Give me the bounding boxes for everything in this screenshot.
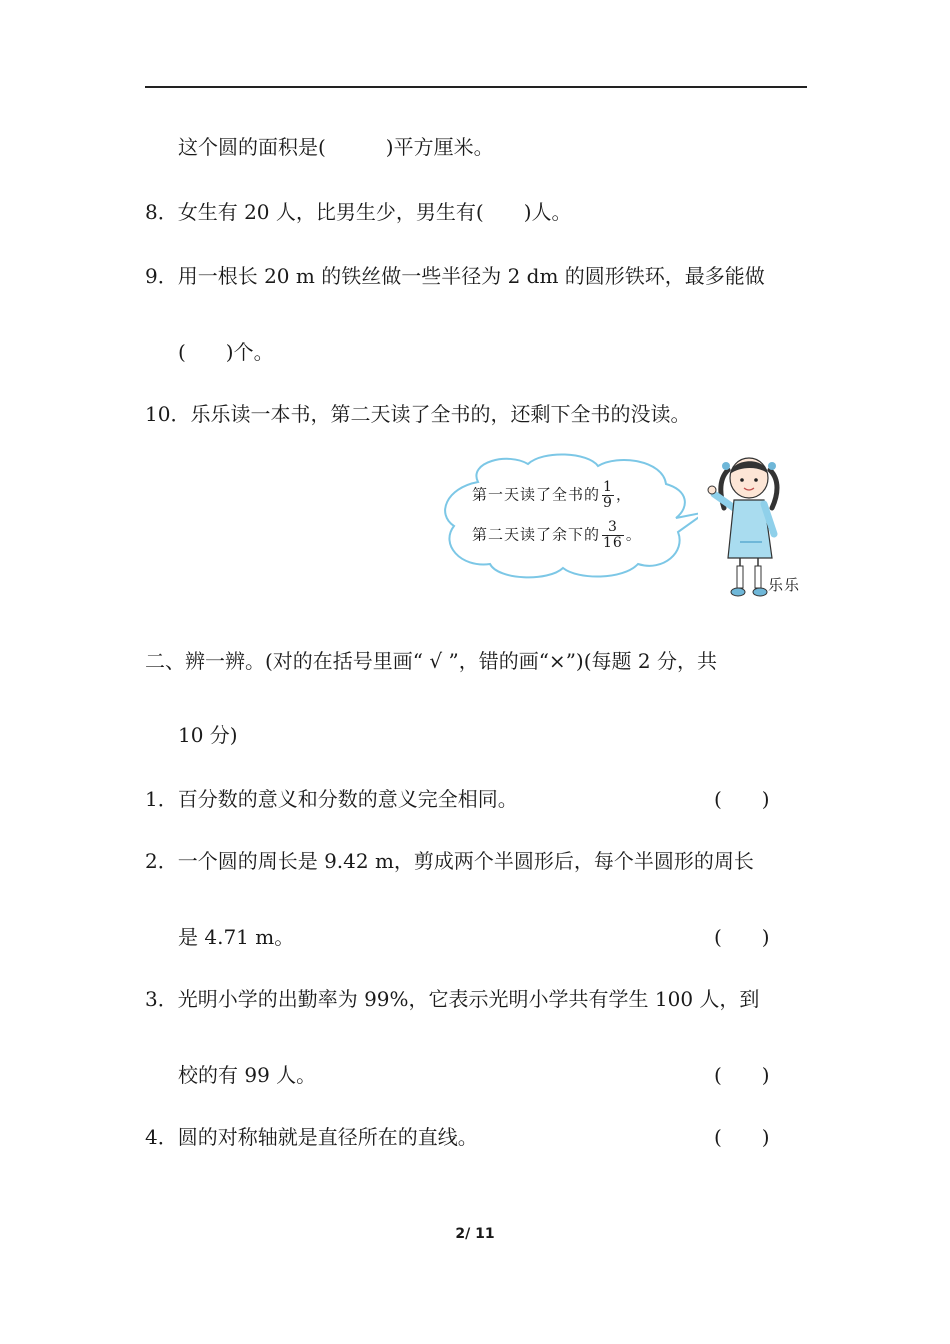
page-number: 2/ 11 [455,1226,495,1242]
section-2-heading-line1: 二、辨一辨。(对的在括号里画“ √ ”，错的画“×”)(每题 2 分，共 [145,649,717,673]
bubble-line-2: 第二天读了余下的 $\frac{3}{16}$ 。 [472,519,642,551]
header-rule [145,86,807,88]
judge-item-2-line2: 是 4.71 m。 [178,925,295,949]
judge-item-3-line1: 3．光明小学的出勤率为 99%，它表示光明小学共有学生 100 人，到 [145,987,760,1011]
fraction-three-sixteenths: $\frac{3}{16}$ [603,519,623,551]
question-9-line2: ( )个。 [178,340,274,364]
question-10: 10．乐乐读一本书，第二天读了全书的，还剩下全书的没读。 [145,402,691,426]
judge-item-2-line1: 2．一个圆的周长是 9.42 m，剪成两个半圆形后，每个半圆形的周长 [145,849,754,873]
judge-item-4: 4．圆的对称轴就是直径所在的直线。 [145,1125,478,1149]
speech-bubble [438,452,698,582]
answer-paren-4[interactable]: ( ) [714,1125,770,1149]
question-9-line1: 9．用一根长 20 m 的铁丝做一些半径为 2 dm 的圆形铁环，最多能做 [145,264,765,288]
judge-item-1: 1．百分数的意义和分数的意义完全相同。 [145,787,518,811]
answer-paren-1[interactable]: ( ) [714,787,770,811]
answer-paren-2[interactable]: ( ) [714,925,770,949]
bubble-line-1: 第一天读了全书的 $\frac{1}{9}$ ， [472,479,632,511]
section-2-heading-line2: 10 分) [178,723,238,747]
answer-paren-3[interactable]: ( ) [714,1063,770,1087]
girl-name-label: 乐乐 [768,576,801,594]
judge-item-3-line2: 校的有 99 人。 [178,1063,317,1087]
q7-continuation: 这个圆的面积是( )平方厘米。 [178,135,494,159]
question-8: 8．女生有 20 人，比男生少，男生有( )人。 [145,200,572,224]
fraction-one-ninth: $\frac{1}{9}$ [603,479,613,511]
